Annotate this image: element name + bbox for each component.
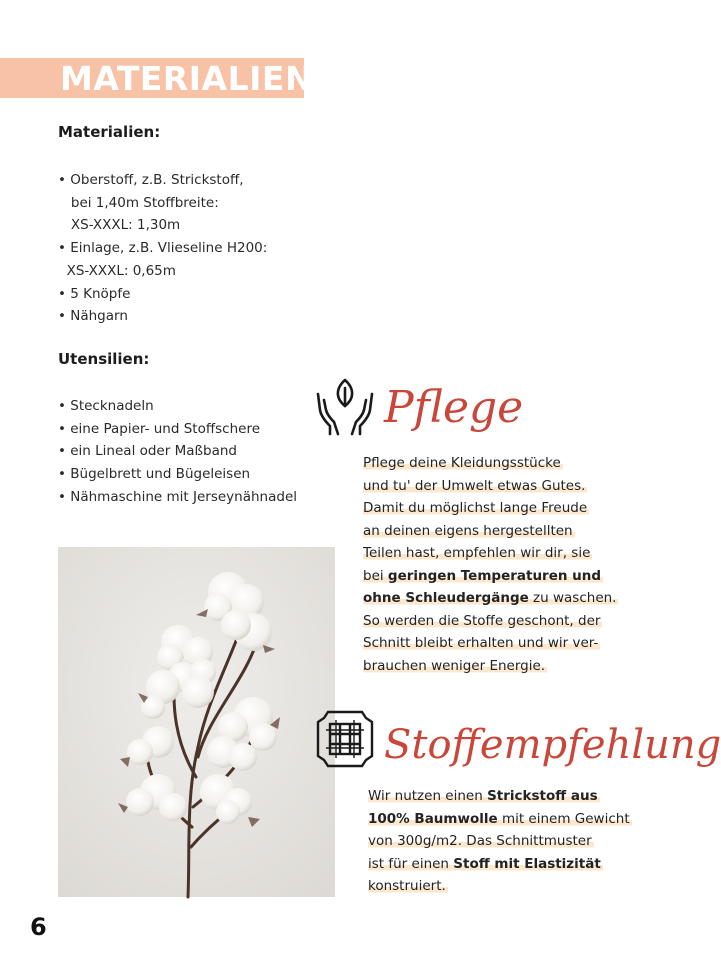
highlighted-text: [368, 788, 600, 804]
highlighted-text: [368, 833, 594, 849]
text-run: So werden die Stoffe geschont, der: [363, 612, 601, 629]
text-line: [363, 520, 618, 543]
bold-text: 100% Baumwolle: [368, 810, 498, 827]
fabric-text: [368, 785, 632, 898]
text-line: [363, 632, 618, 655]
highlighted-text: [363, 635, 600, 651]
text-line: [368, 875, 632, 898]
list-item: XS-XXXL: 1,30m: [58, 217, 181, 234]
text-run: bei: [363, 567, 388, 584]
list-item: • Einlage, z.B. Vlieseline H200:: [58, 240, 268, 257]
text-run: brauchen weniger Energie.: [363, 657, 546, 674]
list-item: • Bügelbrett und Bügeleisen: [58, 466, 251, 483]
list-item: • Stecknadeln: [58, 398, 154, 414]
text-run: und tu' der Umwelt etwas Gutes.: [363, 477, 586, 494]
list-item: • Nähmaschine mit Jerseynähnadel: [58, 488, 298, 505]
hands-leaf-icon: [314, 376, 376, 436]
highlighted-text: [363, 523, 575, 539]
highlighted-text: [368, 878, 448, 894]
text-line: [363, 610, 618, 633]
highlighted-text: [363, 568, 603, 584]
list-item: • Nähgarn: [58, 308, 128, 325]
list-item: • Oberstoff, z.B. Strickstoff,: [58, 172, 244, 188]
text-line: [363, 452, 618, 475]
bold-text: Strickstoff aus: [487, 788, 598, 804]
highlighted-text: [363, 590, 618, 606]
text-line: [363, 565, 618, 588]
highlighted-text: [368, 811, 632, 827]
list-item: • eine Papier- und Stoffschere: [58, 420, 261, 437]
text-run: Damit du möglichst lange Freude: [363, 500, 588, 516]
text-run: ist für einen: [368, 855, 454, 872]
bold-text: geringen Temperaturen und: [387, 567, 602, 584]
text-run: an deinen eigens hergestellten: [363, 522, 573, 539]
text-run: von 300g/m2. Das Schnittmuster: [368, 833, 592, 849]
text-run: Wir nutzen einen: [368, 788, 488, 804]
list-item: • 5 Knöpfe: [58, 285, 131, 302]
text-line: [363, 497, 618, 520]
highlighted-text: [363, 613, 602, 629]
care-text: [363, 452, 618, 677]
text-run: Pflege deine Kleidungsstücke: [363, 455, 561, 471]
highlighted-text: [363, 500, 589, 516]
text-line: [368, 785, 632, 808]
text-run: konstruiert.: [368, 878, 446, 894]
list-item: • ein Lineal oder Maßband: [58, 443, 237, 460]
cotton-branch-photo: [58, 547, 335, 897]
text-line: [363, 475, 618, 498]
text-line: [368, 830, 632, 853]
bold-text: ohne Schleudergänge: [363, 590, 529, 606]
highlighted-text: [363, 658, 547, 674]
text-run: mit einem Gewicht: [497, 810, 630, 827]
page-title: MATERIALIEN: [60, 59, 314, 98]
text-run: Teilen hast, empfehlen wir dir, sie: [363, 545, 591, 561]
highlighted-text: [363, 545, 592, 561]
care-title: Pflege: [384, 382, 524, 433]
tools-heading: Utensilien:: [58, 350, 150, 368]
materials-heading: Materialien:: [58, 123, 161, 141]
tools-list: [58, 395, 297, 509]
text-line: [363, 542, 618, 565]
fabric-title: Stoffempfehlung: [384, 722, 721, 768]
highlighted-text: [363, 478, 587, 494]
text-line: [363, 587, 618, 610]
text-line: [368, 853, 632, 876]
list-item: bei 1,40m Stoffbreite:: [58, 194, 219, 211]
highlighted-text: [363, 455, 563, 471]
text-line: [363, 655, 618, 678]
materials-list: [58, 169, 267, 328]
highlighted-text: [368, 856, 603, 872]
text-run: Schnitt bleibt erhalten und wir ver-: [363, 635, 599, 651]
bold-text: Stoff mit Elastizität: [453, 855, 601, 872]
fabric-swatch-icon: [314, 708, 376, 770]
list-item: XS-XXXL: 0,65m: [58, 262, 176, 279]
page-number: 6: [30, 913, 47, 941]
text-run: zu waschen.: [528, 590, 617, 606]
text-line: [368, 808, 632, 831]
